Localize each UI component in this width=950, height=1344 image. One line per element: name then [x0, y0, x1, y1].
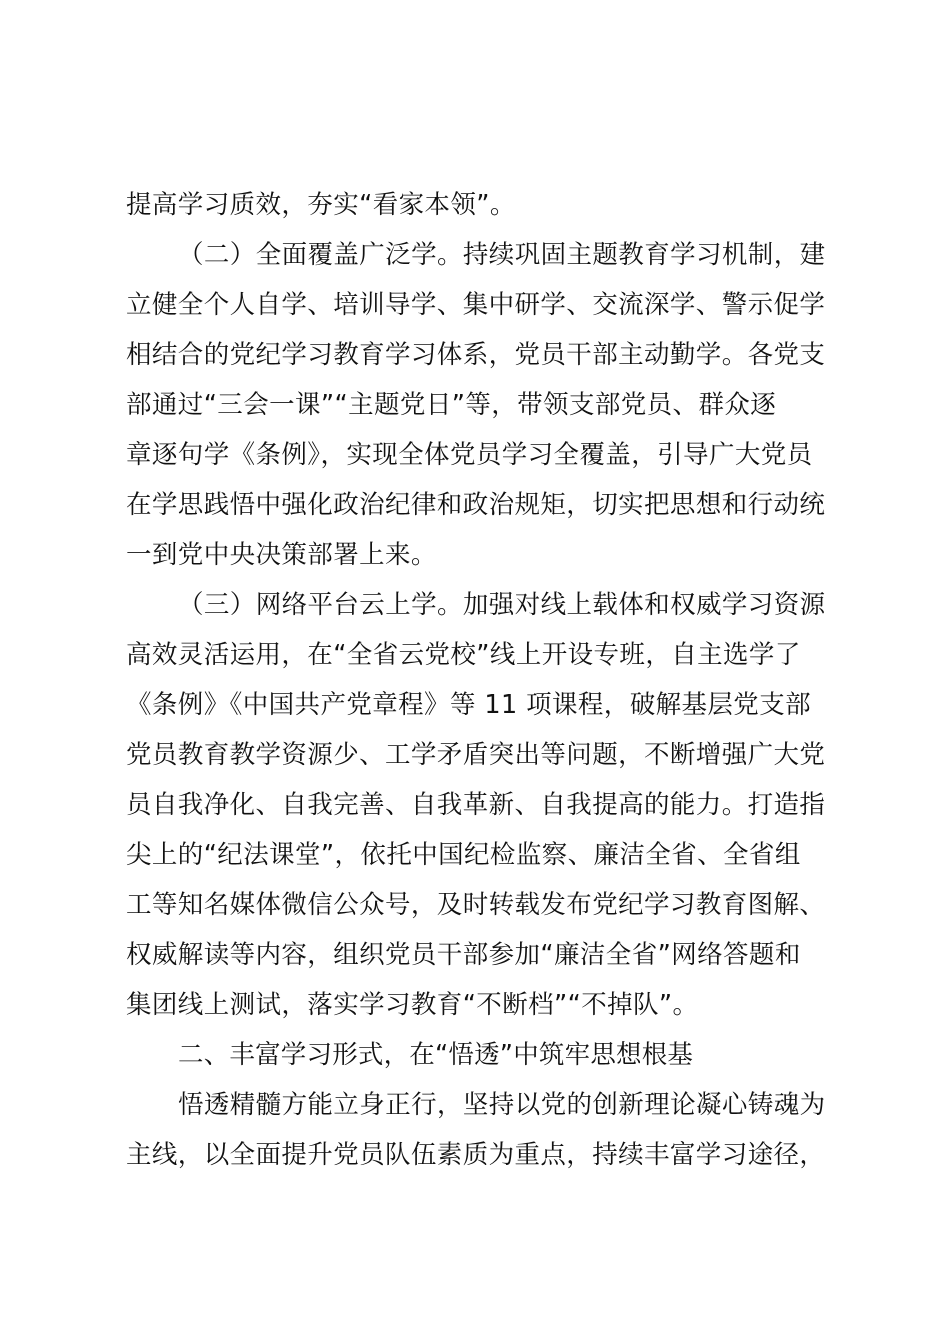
text-line: 员自我净化、自我完善、自我革新、自我提高的能力。打造指: [126, 790, 826, 820]
text-line: 权威解读等内容，组织党员干部参加“廉洁全省”网络答题和: [126, 940, 801, 970]
text-line: 《条例》《中国共产党章程》等 11 项课程，破解基层党支部: [126, 690, 812, 720]
section-heading: 二、丰富学习形式，在“悟透”中筑牢思想根基: [178, 1040, 694, 1070]
text-line: 部通过“三会一课”“主题党日”等，带领支部党员、群众逐: [126, 390, 777, 420]
text-line: 相结合的党纪学习教育学习体系，党员干部主动勤学。各党支: [126, 340, 826, 370]
text-line: 在学思践悟中强化政治纪律和政治规矩，切实把思想和行动统: [126, 490, 826, 520]
text-line: 工等知名媒体微信公众号，及时转载发布党纪学习教育图解、: [126, 890, 826, 920]
text-line: 尖上的“纪法课堂”，依托中国纪检监察、廉洁全省、全省组: [126, 840, 801, 870]
text-line: 一到党中央决策部署上来。: [126, 540, 437, 570]
text-line: 党员教育教学资源少、工学矛盾突出等问题，不断增强广大党: [126, 740, 826, 770]
text-line: （二）全面覆盖广泛学。持续巩固主题教育学习机制，建: [178, 240, 826, 270]
text-line: 集团线上测试，落实学习教育“不断档”“不掉队”。: [126, 990, 699, 1020]
text-line: 立健全个人自学、培训导学、集中研学、交流深学、警示促学: [126, 290, 826, 320]
text-line: 高效灵活运用，在“全省云党校”线上开设专班，自主选学了: [126, 640, 801, 670]
text-line: 提高学习质效，夯实“看家本领”。: [126, 190, 516, 220]
text-line: 悟透精髓方能立身正行，坚持以党的创新理论凝心铸魂为: [178, 1090, 826, 1120]
text-line: 章逐句学《条例》，实现全体党员学习全覆盖，引导广大党员: [126, 440, 813, 470]
text-line: （三）网络平台云上学。加强对线上载体和权威学习资源: [178, 590, 826, 620]
text-line: 主线，以全面提升党员队伍素质为重点，持续丰富学习途径，: [126, 1140, 826, 1170]
